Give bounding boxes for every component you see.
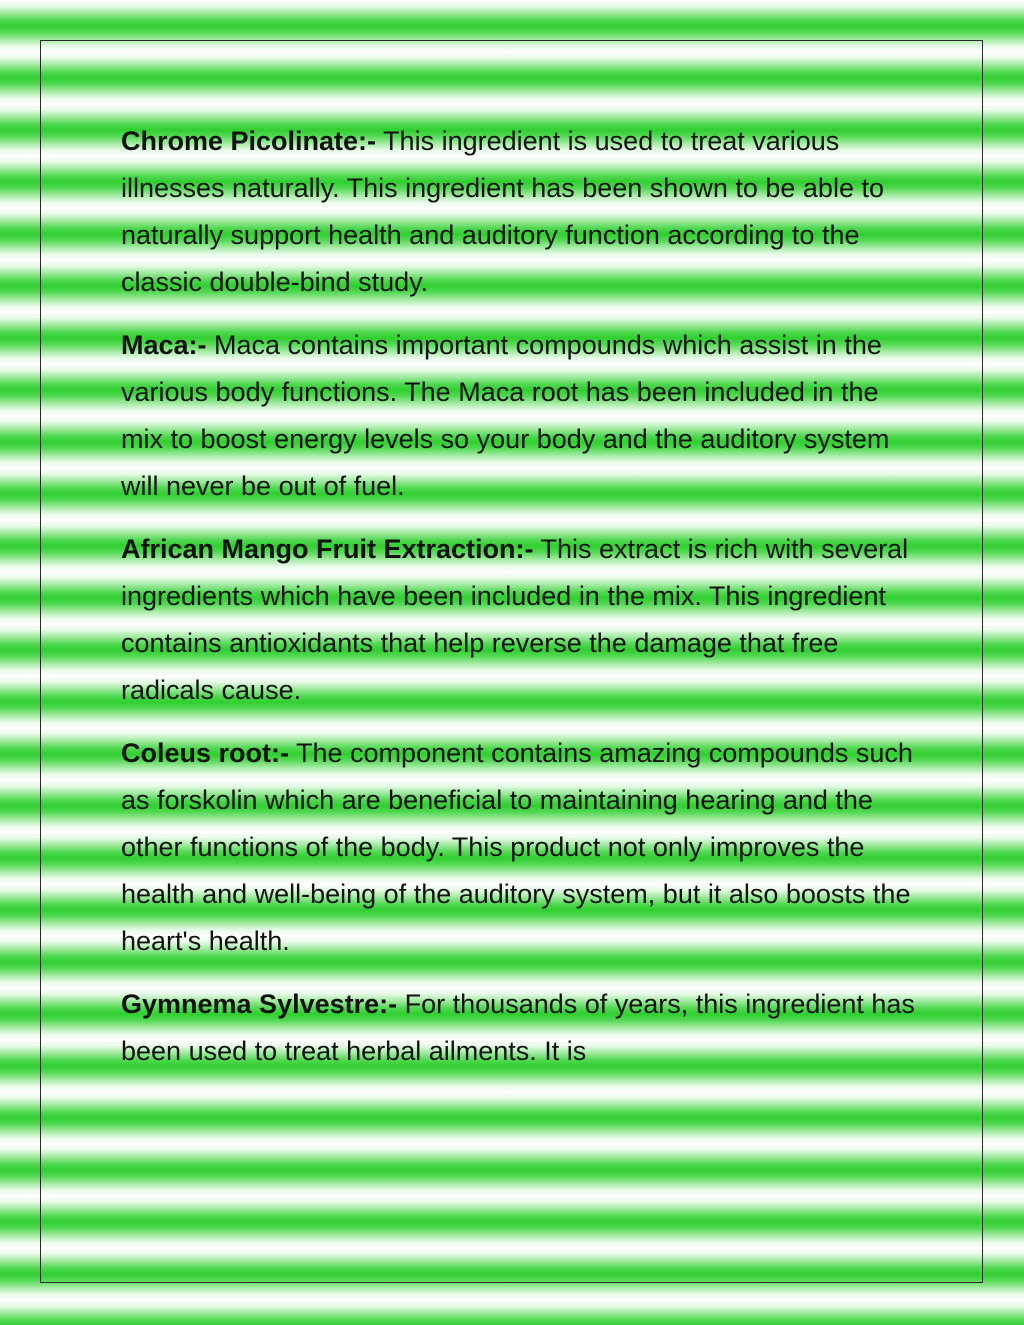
ingredient-description: This ingredient is used to treat various illnesses naturally. This ingredient has been shown to be able to naturally support health and auditory function according to the classic double-bind study. xyxy=(121,126,884,297)
ingredient-description: The component contains amazing compounds such as forskolin which are beneficial to maintaining hearing and the other functions of the body. This product not only improves the health and well-being of the auditory system, but it also boosts the heart's health. xyxy=(121,738,913,956)
ingredient-description: This extract is rich with several ingredients which have been included in the mix. This ingredient contains antioxidants that help reverse the damage that free radicals cause. xyxy=(121,534,909,705)
ingredient-term: Chrome Picolinate:- xyxy=(121,126,377,156)
ingredient-term: Gymnema Sylvestre:- xyxy=(121,989,398,1019)
ingredient-term: Maca:- xyxy=(121,330,207,360)
paragraph-chrome-picolinate xyxy=(121,118,921,306)
paragraph-african-mango xyxy=(121,526,921,714)
paragraph-coleus-root xyxy=(121,730,921,965)
document-body xyxy=(121,118,921,1091)
ingredient-term: African Mango Fruit Extraction:- xyxy=(121,534,534,564)
paragraph-maca xyxy=(121,322,921,510)
ingredient-term: Coleus root:- xyxy=(121,738,289,768)
ingredient-description: Maca contains important compounds which assist in the various body functions. The Maca root has been included in the mix to boost energy levels so your body and the auditory system will never be out of fuel. xyxy=(121,330,890,501)
paragraph-gymnema-sylvestre xyxy=(121,981,921,1075)
ingredient-description: For thousands of years, this ingredient has been used to treat herbal ailments. It is xyxy=(121,989,915,1066)
